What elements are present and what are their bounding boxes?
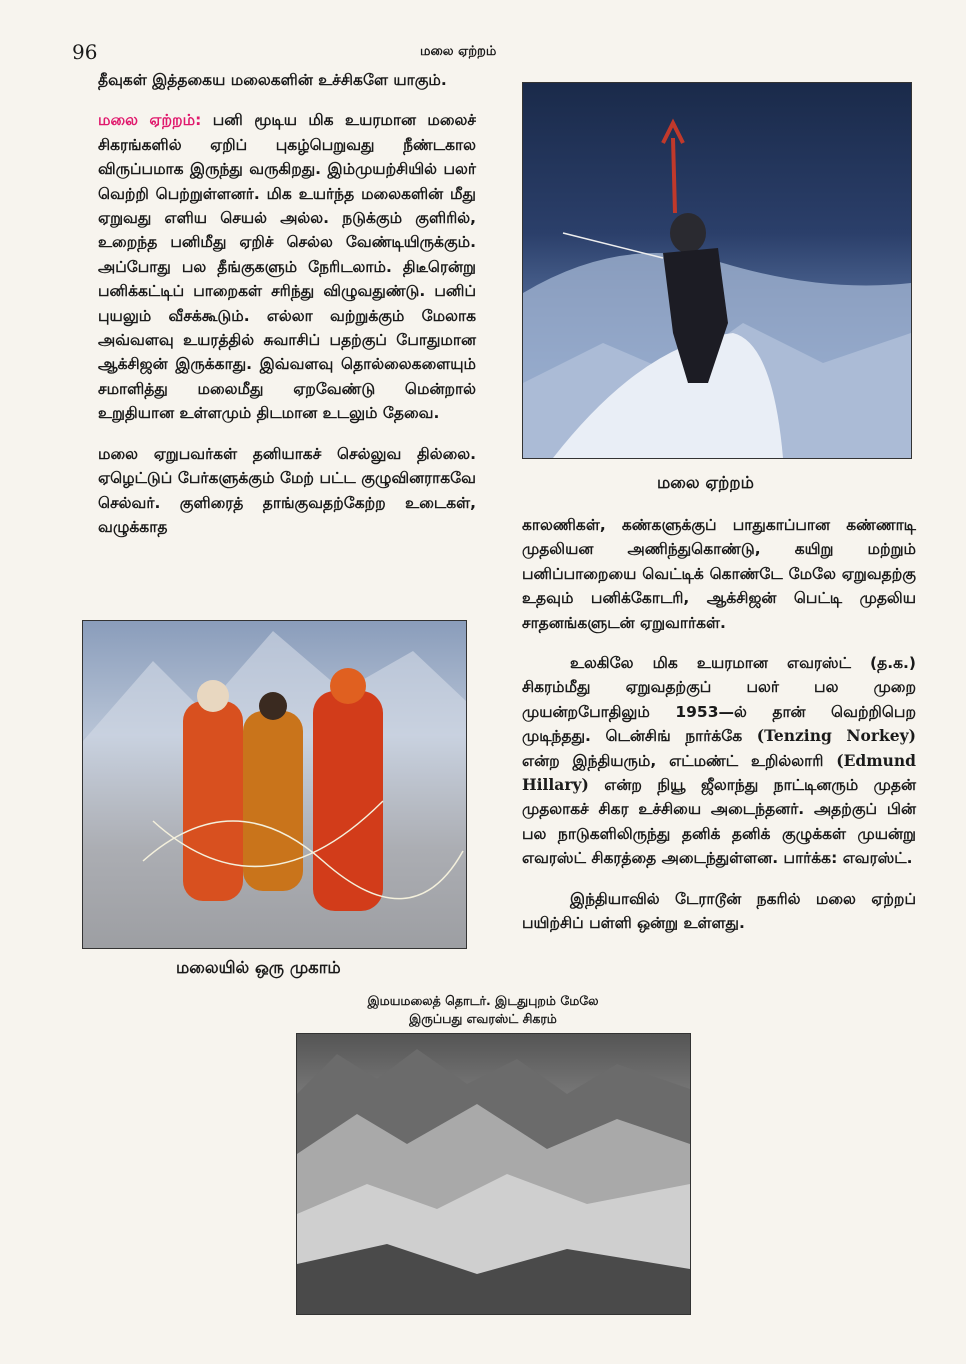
camp-illustration (83, 621, 466, 948)
range-caption-line-1: இமயமலைத் தொடர். இடதுபுறம் மேலே (367, 993, 599, 1008)
climber-caption: மலை ஏற்றம் (657, 473, 754, 492)
everest-text-b: என்ற இந்தியரும், எட்மண்ட் உறில்லாரி (522, 751, 837, 770)
camp-photo (82, 620, 467, 949)
tenzing-name: (Tenzing Norkey) (756, 726, 916, 746)
right-column (522, 513, 916, 936)
page-number: 96 (72, 40, 98, 64)
left-column (98, 68, 476, 539)
everest-paragraph (522, 651, 916, 871)
himalaya-illustration (297, 1034, 690, 1314)
continuation-text: தீவுகள் இத்தகைய மலைகளின் உச்சிகளே யாகும். (98, 71, 447, 89)
range-caption (0, 992, 966, 1028)
climber-photo (522, 82, 912, 459)
everest-text-a: உலகிலே மிக உயரமான எவரஸ்ட் (த.க.) சிகரம்மீது ஏறுவதற்குப் பலர் பல முறை முயன்றபோதிலும் 1953—ல் தான் வெற்றிபெற முடிந்தது. டென்சிங் நார்க்கே (522, 654, 916, 746)
running-head: மலை ஏற்றம் (420, 44, 497, 59)
climber-illustration (523, 83, 911, 458)
range-caption-line-2: இருப்பது எவரஸ்ட் சிகரம் (409, 1011, 557, 1026)
paragraph-1-text: பனி மூடிய மிக உயரமான மலைச் சிகரங்களில் ஏறிப் புகழ்பெறுவது நீண்டகால விருப்பமாக இருந்து வருகிறது. இம்முயற்சியில் பலர் வெற்றி பெற்றுள்ளனர். மிக உயர்ந்த மலைகளின் மீது ஏறுவது எளிய செயல் அல்ல. நடுக்கும் குளிரில், உறைந்த பனிமீது ஏறிச் செல்ல வேண்டியிருக்கும். அப்போது பல தீங்குகளும் நேரிடலாம். திடீரென்று பனிக்கட்டிப் பாறைகள் சரிந்து விழுவதுண்டு. பனிப் புயலும் வீசக்கூடும். எல்லா வற்றுக்கும் மேலாக அவ்வளவு உயரத்தில் சுவாசிப் பதற்குப் போதுமான ஆக்சிஜன் இருக்காது. இவ்வளவு தொல்லைகளையும் சமாளித்து மலைமீது ஏறவேண்டு மென்றால் உறுதியான உள்ளமும் திடமான உடலும் தேவை. (98, 111, 476, 423)
himalaya-range-photo (296, 1033, 691, 1315)
hillary-name: (Edmund Hillary) (522, 750, 916, 795)
everest-text-c: என்ற நியூ ஜீலாந்து நாட்டினரும் முதன் முதலாகச் சிகர உச்சியை அடைந்தனர். அதற்குப் பின் பல நாடுகளிலிருந்து தனிக் தனிக் குழுக்கள் முயன்று எவரஸ்ட் சிகரத்தை அடைந்துள்ளன. பார்க்க: எவரஸ்ட். (522, 776, 916, 868)
section-heading: மலை ஏற்றம்: (98, 111, 202, 130)
camp-caption: மலையில் ஒரு முகாம் (176, 958, 341, 977)
paragraph-2-right: காலணிகள், கண்களுக்குப் பாதுகாப்பான கண்ணாடி முதலியன அணிந்துகொண்டு, கயிறு மற்றும் பனிப்பாறையை வெட்டிக் கொண்டே மேலே ஏறுவதற்கு உதவும் பனிக்கோடரி, ஆக்சிஜன் பெட்டி முதலிய சாதனங்களுடன் ஏறுவார்கள். (522, 516, 916, 632)
section-paragraph (98, 108, 476, 425)
paragraph-2-left: மலை ஏறுபவர்கள் தனியாகச் செல்லுவ தில்லை. ஏழெட்டுப் பேர்களுக்கும் மேற் பட்ட குழுவினராகவே செல்வர். குளிரைத் தாங்குவதற்கேற்ற உடைகள், வழுக்காத (98, 444, 476, 536)
dehradun-paragraph: இந்தியாவில் டேராடூன் நகரில் மலை ஏற்றப் பயிற்சிப் பள்ளி ஒன்று உள்ளது. (522, 889, 916, 933)
